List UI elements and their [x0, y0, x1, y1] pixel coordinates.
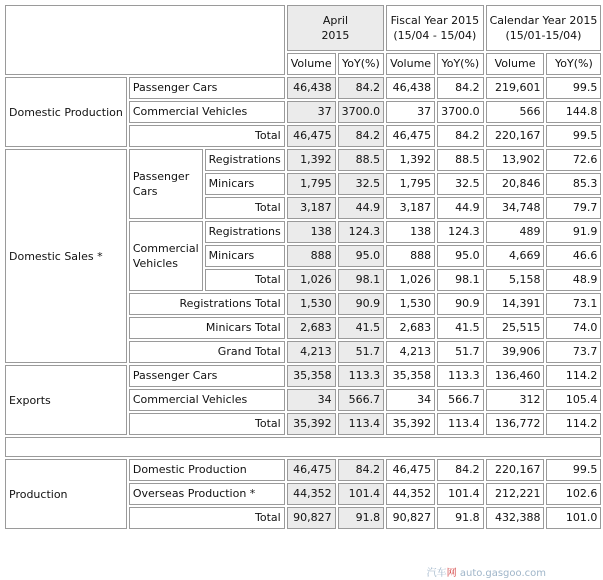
header-april [287, 5, 384, 51]
cell-value: 4,213 [386, 341, 435, 363]
table-row [5, 149, 601, 171]
cell-value: 25,515 [486, 317, 545, 339]
cell-value: 2,683 [386, 317, 435, 339]
cell-value: 113.4 [338, 413, 385, 435]
cell-value: 90.9 [437, 293, 484, 315]
cell-value: 35,392 [287, 413, 336, 435]
cell-value: 113.3 [437, 365, 484, 387]
cell-value: 98.1 [437, 269, 484, 291]
cell-value: 48.9 [546, 269, 601, 291]
cell-value: 46,475 [287, 459, 336, 481]
cell-value: 46,438 [386, 77, 435, 99]
row-label-minicars-total: Minicars Total [129, 317, 285, 339]
cell-value: 114.2 [546, 413, 601, 435]
cell-value: 88.5 [437, 149, 484, 171]
cell-value: 84.2 [338, 125, 385, 147]
cell-value: 84.2 [437, 125, 484, 147]
cell-value: 90,827 [386, 507, 435, 529]
subheader-volume: Volume [287, 53, 336, 75]
cell-value: 51.7 [437, 341, 484, 363]
spacer-row [5, 437, 601, 457]
cell-value: 35,358 [386, 365, 435, 387]
cell-value: 138 [287, 221, 336, 243]
cell-value: 1,026 [287, 269, 336, 291]
header-fiscal-line2: (15/04 - 15/04) [393, 29, 477, 42]
cell-value: 35,392 [386, 413, 435, 435]
subheader-volume: Volume [386, 53, 435, 75]
cell-value: 136,772 [486, 413, 545, 435]
cell-value: 1,026 [386, 269, 435, 291]
corner-cell [5, 5, 285, 75]
row-label: Registrations [205, 221, 285, 243]
cell-value: 73.1 [546, 293, 601, 315]
cell-value: 51.7 [338, 341, 385, 363]
cell-value: 37 [287, 101, 336, 123]
cell-value: 138 [386, 221, 435, 243]
cell-value: 101.4 [338, 483, 385, 505]
watermark-text-a: 汽车 [426, 568, 447, 579]
group-passenger-cars: Passenger Cars [129, 149, 203, 219]
cell-value: 312 [486, 389, 545, 411]
cell-value: 99.5 [546, 77, 601, 99]
cell-value: 35,358 [287, 365, 336, 387]
header-calendar-year [486, 5, 602, 51]
cell-value: 3,187 [287, 197, 336, 219]
cell-value: 566.7 [338, 389, 385, 411]
cell-value: 101.4 [437, 483, 484, 505]
cell-value: 85.3 [546, 173, 601, 195]
cell-value: 136,460 [486, 365, 545, 387]
table-row [5, 77, 601, 99]
cell-value: 219,601 [486, 77, 545, 99]
row-label: Domestic Production [129, 459, 285, 481]
cell-value: 90.9 [338, 293, 385, 315]
header-april-line1: April [322, 14, 349, 27]
group-commercial-vehicles: Commercial Vehicles [129, 221, 203, 291]
cell-value: 46.6 [546, 245, 601, 267]
cell-value: 84.2 [437, 77, 484, 99]
cell-value: 124.3 [437, 221, 484, 243]
cell-value: 44,352 [386, 483, 435, 505]
row-label: Passenger Cars [129, 77, 285, 99]
cell-value: 1,795 [386, 173, 435, 195]
cell-value: 84.2 [338, 77, 385, 99]
row-label-total: Total [205, 269, 285, 291]
cell-value: 124.3 [338, 221, 385, 243]
header-calendar-line2: (15/01-15/04) [505, 29, 582, 42]
row-label: Minicars [205, 245, 285, 267]
cell-value: 14,391 [486, 293, 545, 315]
cell-value: 888 [287, 245, 336, 267]
cell-value: 99.5 [546, 125, 601, 147]
cell-value: 1,392 [287, 149, 336, 171]
section-domestic-sales: Domestic Sales * [5, 149, 127, 363]
subheader-yoy: YoY(%) [437, 53, 484, 75]
cell-value: 212,221 [486, 483, 545, 505]
cell-value: 39,906 [486, 341, 545, 363]
row-label: Overseas Production * [129, 483, 285, 505]
cell-value: 84.2 [437, 459, 484, 481]
cell-value: 91.8 [437, 507, 484, 529]
header-fiscal-year [386, 5, 483, 51]
cell-value: 1,530 [287, 293, 336, 315]
row-label-grand-total: Grand Total [129, 341, 285, 363]
cell-value: 888 [386, 245, 435, 267]
cell-value: 489 [486, 221, 545, 243]
production-sales-table [3, 3, 603, 531]
watermark-site: auto.gasgoo.com [459, 568, 546, 579]
cell-value: 566.7 [437, 389, 484, 411]
header-calendar-line1: Calendar Year 2015 [489, 14, 598, 27]
subheader-volume: Volume [486, 53, 545, 75]
row-label: Minicars [205, 173, 285, 195]
cell-value: 220,167 [486, 125, 545, 147]
header-april-line2: 2015 [321, 29, 350, 42]
cell-value: 46,475 [386, 459, 435, 481]
cell-value: 34 [287, 389, 336, 411]
cell-value: 34 [386, 389, 435, 411]
cell-value: 114.2 [546, 365, 601, 387]
cell-value: 20,846 [486, 173, 545, 195]
cell-value: 1,795 [287, 173, 336, 195]
cell-value: 113.3 [338, 365, 385, 387]
cell-value: 32.5 [338, 173, 385, 195]
row-label: Commercial Vehicles [129, 101, 285, 123]
cell-value: 37 [386, 101, 435, 123]
spacer-cell [5, 437, 601, 457]
row-label-total: Total [205, 197, 285, 219]
cell-value: 3,187 [386, 197, 435, 219]
row-label: Passenger Cars [129, 365, 285, 387]
cell-value: 88.5 [338, 149, 385, 171]
cell-value: 13,902 [486, 149, 545, 171]
cell-value: 73.7 [546, 341, 601, 363]
cell-value: 95.0 [338, 245, 385, 267]
subheader-yoy: YoY(%) [338, 53, 385, 75]
cell-value: 3700.0 [437, 101, 484, 123]
row-label-registrations-total: Registrations Total [129, 293, 285, 315]
cell-value: 4,213 [287, 341, 336, 363]
cell-value: 44,352 [287, 483, 336, 505]
row-label: Commercial Vehicles [129, 389, 285, 411]
cell-value: 98.1 [338, 269, 385, 291]
cell-value: 566 [486, 101, 545, 123]
watermark-text-b: 网 [446, 568, 457, 579]
cell-value: 72.6 [546, 149, 601, 171]
cell-value: 105.4 [546, 389, 601, 411]
cell-value: 79.7 [546, 197, 601, 219]
header-fiscal-line1: Fiscal Year 2015 [390, 14, 480, 27]
section-exports: Exports [5, 365, 127, 435]
cell-value: 3700.0 [338, 101, 385, 123]
cell-value: 74.0 [546, 317, 601, 339]
cell-value: 101.0 [546, 507, 601, 529]
cell-value: 91.9 [546, 221, 601, 243]
watermark [427, 564, 546, 579]
cell-value: 41.5 [437, 317, 484, 339]
cell-value: 1,530 [386, 293, 435, 315]
cell-value: 41.5 [338, 317, 385, 339]
row-label: Registrations [205, 149, 285, 171]
cell-value: 84.2 [338, 459, 385, 481]
cell-value: 2,683 [287, 317, 336, 339]
row-label-total: Total [129, 125, 285, 147]
cell-value: 90,827 [287, 507, 336, 529]
row-label-total: Total [129, 507, 285, 529]
row-label-total: Total [129, 413, 285, 435]
cell-value: 46,475 [287, 125, 336, 147]
cell-value: 220,167 [486, 459, 545, 481]
cell-value: 95.0 [437, 245, 484, 267]
table-row [5, 459, 601, 481]
cell-value: 44.9 [338, 197, 385, 219]
subheader-yoy: YoY(%) [546, 53, 601, 75]
section-production: Production [5, 459, 127, 529]
cell-value: 46,475 [386, 125, 435, 147]
cell-value: 34,748 [486, 197, 545, 219]
cell-value: 99.5 [546, 459, 601, 481]
cell-value: 4,669 [486, 245, 545, 267]
cell-value: 32.5 [437, 173, 484, 195]
table-row [5, 365, 601, 387]
cell-value: 5,158 [486, 269, 545, 291]
cell-value: 91.8 [338, 507, 385, 529]
cell-value: 46,438 [287, 77, 336, 99]
cell-value: 144.8 [546, 101, 601, 123]
cell-value: 113.4 [437, 413, 484, 435]
cell-value: 44.9 [437, 197, 484, 219]
section-domestic-production: Domestic Production [5, 77, 127, 147]
cell-value: 102.6 [546, 483, 601, 505]
cell-value: 1,392 [386, 149, 435, 171]
cell-value: 432,388 [486, 507, 545, 529]
